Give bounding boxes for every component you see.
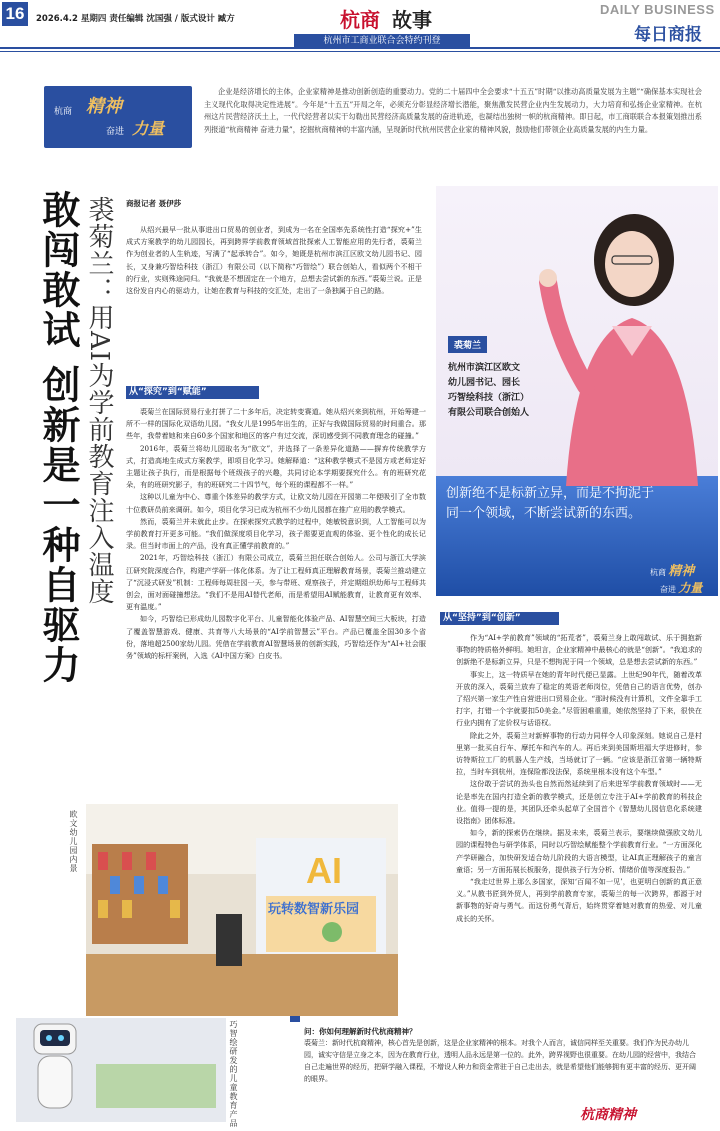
masthead-cn: 每日商报	[634, 25, 702, 45]
profile-title-2: 幼儿园书记、园长	[448, 378, 521, 388]
subheadline: 裘菊兰：用AI为学前教育注入温度	[84, 196, 114, 606]
badge-text-gold: 精神	[668, 564, 695, 579]
paragraph: “我走过世界上那么多国家，深知‘百闻不如一见’，也更明白创新的真正意义。”从教书匠到外贸人，再到学前教育专家，裘菊兰的每一次跨界，都源于对新事物的好奇与勇气。而这份勇气背后，始终贯穿着她对教育的热爱、对儿童成长的关怀。	[456, 877, 702, 923]
profile-title-4: 有限公司联合创始人	[448, 408, 530, 418]
paragraph: 裘菊兰在国际贸易行业打拼了二十多年后，决定转变赛道。她从绍兴来到杭州，开始筹建一所不一样的国际化双语幼儿园。“我女儿是1995年出生的，正好与我做国际贸易的时间重合。那些年，我带着她和来自60多个国家和地区的客户有过交流，深切感受到不同教育理念的碰撞。”	[126, 407, 426, 441]
section-brand: 杭商	[340, 8, 380, 32]
lead-text: 从绍兴最早一批从事进出口贸易的创业者，到成为一名在全国率先系统性打造“探究+”生成式方案教学的幼儿园园长，再到跨界学前教育领域首批探索人工智能应用的先行者，裘菊兰作为创业者的人生轨迹，写满了“起承转合”。如今，她既是杭州市滨江区欧文幼儿园书记、园长，又身兼巧智绘科技（浙江）有限公司（以下简称“巧智绘”）联合创始人，看似两个不相干的行业，实则殊途同归。“我就是不想固定在一个地方，总想去尝试新的东西。”裘菊兰说。正是这份发自内心的驱动力，让她在教育与科技的交汇处，走出了一条独属于自己的路。	[126, 225, 422, 296]
paragraph: 如今，巧智绘已形成幼儿园数字化平台、儿童智能化体验产品、AI智慧空间三大板块，打造了覆盖智慧游戏、健康、共育等八大场景的“AI学前智慧云”平台。产品已覆盖全国30多个省份，落地超2500家幼儿园。凭借在学前教育AI智慧场景的创新实践，巧智绘还作为“AI+社会服务”领域的标杆案例，入选《AI中国方案》白皮书。	[126, 614, 426, 661]
profile-card	[448, 336, 576, 421]
robot-illustration	[16, 1018, 226, 1122]
paragraph: 这种以儿童为中心、尊重个体差异的教学方式，让欧文幼儿园在开园第二年便吸引了全市数十位教研员前来调研。如今，项目化学习已成为杭州不少幼儿园都在推广应用的教学模式。	[126, 492, 426, 514]
photo-caption-1: 欧文幼儿园内景	[69, 810, 78, 873]
pull-quote	[446, 484, 686, 524]
series-badge	[650, 560, 702, 596]
byline: 商报记者 聂伊莎	[126, 199, 182, 208]
date-line: 2026.4.2 星期四 责任编辑 沈国强 / 版式设计 臧方	[36, 14, 235, 24]
badge-text-gold2: 力量	[678, 581, 703, 595]
qa-answer: 裘菊兰：新时代杭商精神，核心首先是创新，这是企业家精神的根本。对我个人而言，诚信同样至关重要。我们作为民办幼儿园，诚实守信是立身之本，因为在教育行业，透明人品永远是第一位的。此外，跨界视野也很重要。在幼儿园的经营中，我结合自己走遍世界的经历，把研学融入课程，不增设人种力和资金常驻于自己走出去，就是希望他们能够拥有更丰富的经历、更开阔的眼界。	[304, 1039, 696, 1083]
lead-paragraph	[126, 224, 422, 297]
section-heading-1: 从“探究”到“赋能”	[126, 386, 259, 399]
badge-text-sub: 奋进	[660, 585, 676, 594]
wall-sign-text: 玩转数智新乐园	[268, 902, 360, 917]
paragraph: 如今，新的探索仍在继续。据及未来，裘菊兰表示，要继续做强欧文幼儿园的课程特色与研学体系，同时以巧智绘赋能整个学前教育行业。“一方面深化产学研融合，加快研发适合幼儿阶段的大语言模型，让AI真正理解孩子的童言童语；另一方面拓展长板服务，提供孩子行为分析、情绪价值等深度报告。”	[456, 828, 702, 874]
paragraph: 事实上，这一特质早在她的青年时代便已显露。上世纪90年代，随着改革开放的深入，裘菊兰放弃了稳定的英语老师岗位，凭借自己的语言优势，创办了绍兴第一家生产性自营进出口贸易企业。“那时候没有计算机，文件全靠手工打字，打错一个字就要扣50美金。”尽管困难重重，她依然坚持了下来，很快在行业内拥有了定价权与话语权。	[456, 669, 702, 728]
section-1-body	[126, 406, 426, 662]
paragraph: 除此之外，裘菊兰对新鲜事物的行动力同样令人印象深刻。她说自己是村里第一批买自行车、摩托车和汽车的人。再后来到美国斯坦福大学进修时，参访特斯拉工厂的机器人生产线，当场就订了一辆。“应该是浙江省第一辆特斯拉，当时车到杭州，连保险都没法保，系统里根本没有这个车型。”	[456, 730, 702, 777]
wall-sign-ai: AI	[306, 850, 342, 891]
paragraph: 这份敢于尝试的劲头也自然而然延续到了后来进军学前教育领域时——无论是率先在国内打造全新的教学模式，还是创立专注于AI+学前教育的科技企业。值得一提的是，其团队还牵头起草了全国首个《智慧幼儿园信息化系统建设指南》团体标准。	[456, 779, 702, 826]
profile-title-1: 杭州市滨江区欧文	[448, 363, 521, 373]
series-logo	[44, 86, 192, 148]
masthead-en: DAILY BUSINESS	[600, 2, 715, 17]
section-heading-2: 从“坚持”到“创新”	[440, 612, 559, 625]
header-rule	[0, 47, 720, 49]
paragraph: 2021年，巧智绘科技（浙江）有限公司成立，裘菊兰担任联合创始人。公司与浙江大学滨江研究院深度合作，构建产学研一体化体系。为了让工程师真正理解教育场景，裘菊兰推动建立了“沉浸式研发”机制：工程师每周驻园一天，参与带班、观察孩子，并定期组织幼师与工程师共创会，面对面碰撞想法。“我们不是用AI替代老师，而是希望用AI赋能教育，让教育更有效率、更有温度。”	[126, 553, 426, 612]
paragraph: 然而，裘菊兰并未就此止步。在探索探究式教学的过程中，她敏锐意识到，人工智能可以为学前教育打开更多可能。“我们做深度项目化学习，孩子需要更直观的体验、更个性化的成长记录。但当时市面上的产品，没有真正懂学前教育的。”	[126, 516, 426, 551]
section-2-body	[456, 632, 702, 925]
logo-text-gold2: 力量	[132, 119, 165, 138]
pull-quote-line-2: 同一个领域，不断尝试新的东西。	[446, 506, 642, 521]
qa-content	[304, 1026, 700, 1085]
series-intro: 企业是经济增长的主体，企业家精神是推动创新创造的重要动力。党的二十届四中全会要求“十五五”时期“以推动高质量发展为主题”“确保基本实现社会主义现代化取得决定性进展”。今年是“十五五”开局之年，必须充分彰显经济增长潜能，聚焦激发民营企业内生发展动力，大力培育和弘扬企业家精神。在杭州这片民营经济沃土上，一代代经营者以实干勾勒出民营经济高质量发展的奋进轨迹，也凝结出独树一帜的杭商精神。即日起，市工商联联合本报策划推出系列报道“杭商精神 奋进力量”，挖掘杭商精神的丰富内涵，呈现新时代杭州民营企业家的精神风貌，鼓励他们带领企业高质量发展的内生力量。	[204, 87, 702, 134]
page-number: 16	[2, 2, 28, 26]
section-title: 故事	[392, 8, 432, 32]
paragraph: 2016年，裘菊兰将幼儿园取名为“欧文”，并选择了一条差异化道路——摒弃传统教学方式，打造高地生成式方案教学，即项目化学习。她解释道：“这种教学模式不是园方或老师定好主题让孩子执行，而是根据每个班级孩子的兴趣，共同讨论本学期要探究什么。有的班研究花朵，有的班研究影子，有的班研究二十四节气，每个班的课程都不一样。”	[126, 443, 426, 490]
qa-question: 问：你如何理解新时代杭商精神？	[304, 1027, 417, 1036]
robot-photo	[16, 1018, 226, 1122]
sponsor-strip: 杭州市工商业联合会特约刊登	[294, 34, 470, 48]
pull-quote-line-1: 创新绝不是标新立异，而是不拘泥于	[446, 486, 655, 501]
paragraph: 作为“AI+学前教育”领域的“拓荒者”，裘菊兰身上敢闯敢试、乐于拥抱新事物的特质格外鲜明。她坦言，企业家精神中最核心的就是“创新”。“我追求的创新绝不是标新立异，只是不想拘泥于同一个领域，总是想去尝试新的东西。”	[456, 633, 702, 667]
classroom-photo	[86, 804, 398, 1016]
badge-text-top: 杭商	[650, 568, 666, 577]
headline: 敢闯敢试 创新是一种自驱力	[36, 190, 80, 686]
footer-logo: 杭商精神	[580, 1107, 636, 1123]
profile-title-3: 巧智绘科技（浙江）	[448, 393, 530, 403]
logo-text-gold: 精神	[86, 96, 122, 117]
header-rule-thin	[0, 51, 720, 52]
profile-name: 裘菊兰	[448, 336, 487, 353]
photo-caption-2: 巧智绘研发的儿童教育产品	[229, 1020, 238, 1128]
logo-text-sub: 奋进	[106, 127, 125, 137]
logo-text-top: 杭商	[54, 107, 73, 117]
